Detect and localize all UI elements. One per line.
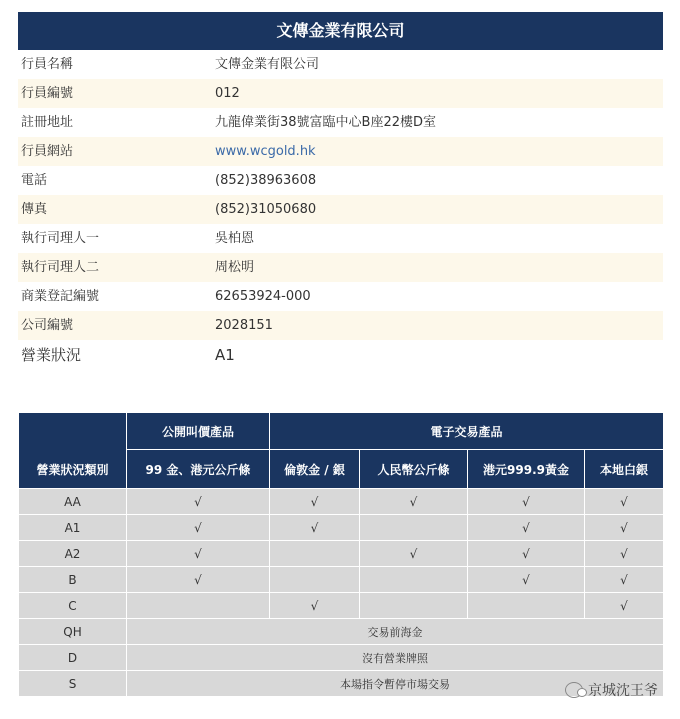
status-code: A1: [19, 515, 127, 541]
header-category: 營業狀況類別: [19, 413, 127, 489]
watermark-text: 京城沈王爷: [588, 683, 658, 699]
check-cell: [360, 515, 468, 541]
info-label: 執行司理人一: [21, 231, 100, 246]
check-cell: √: [127, 567, 270, 593]
website-link[interactable]: www.wcgold.hk: [215, 144, 316, 159]
status-note: 沒有營業牌照: [127, 645, 664, 671]
info-label: 行員名稱: [21, 57, 74, 72]
info-row-member-name: [18, 50, 663, 79]
info-row-member-number: [18, 79, 663, 108]
check-cell: √: [360, 489, 468, 515]
info-value: 62653924-000: [215, 289, 311, 304]
info-label: 執行司理人二: [21, 260, 100, 275]
info-value: A1: [215, 346, 235, 364]
info-row-company-number: [18, 311, 663, 340]
info-label: 傳真: [21, 202, 48, 217]
table-row: [19, 515, 664, 541]
status-code: B: [19, 567, 127, 593]
check-cell: √: [127, 541, 270, 567]
check-cell: √: [585, 593, 664, 619]
check-cell: √: [270, 489, 360, 515]
info-value: 2028151: [215, 318, 273, 333]
status-code: D: [19, 645, 127, 671]
status-code: C: [19, 593, 127, 619]
table-row: [19, 619, 664, 645]
check-cell: √: [127, 489, 270, 515]
info-label: 商業登記編號: [21, 289, 100, 304]
check-cell: √: [468, 489, 585, 515]
check-cell: √: [360, 541, 468, 567]
info-row-manager-1: [18, 224, 663, 253]
check-cell: √: [585, 567, 664, 593]
status-code: AA: [19, 489, 127, 515]
check-cell: [270, 541, 360, 567]
column-header: 人民幣公斤條: [360, 450, 468, 489]
status-note: 本場指令暫停市場交易: [127, 671, 664, 697]
check-cell: √: [585, 515, 664, 541]
info-label: 公司編號: [21, 318, 74, 333]
info-row-manager-2: [18, 253, 663, 282]
info-value: 九龍偉業街38號富臨中心B座22樓D室: [215, 115, 437, 130]
header-group-electronic: 電子交易產品: [270, 413, 664, 450]
status-code: QH: [19, 619, 127, 645]
check-cell: √: [127, 515, 270, 541]
info-label: 電話: [21, 173, 48, 188]
column-header: 99 金、港元公斤條: [127, 450, 270, 489]
info-value: 文傳金業有限公司: [215, 57, 320, 72]
check-cell: √: [270, 515, 360, 541]
header-group-public: 公開叫價產品: [127, 413, 270, 450]
check-cell: √: [468, 541, 585, 567]
info-label: 註冊地址: [21, 115, 74, 130]
check-cell: √: [585, 541, 664, 567]
table-row: [19, 489, 664, 515]
column-header: 本地白銀: [585, 450, 664, 489]
check-cell: [127, 593, 270, 619]
info-value: 周松明: [215, 260, 255, 275]
column-header: 倫敦金 / 銀: [270, 450, 360, 489]
check-cell: [360, 567, 468, 593]
table-row: [19, 567, 664, 593]
info-row-br-number: [18, 282, 663, 311]
business-status-table: [18, 412, 664, 697]
status-note: 交易前海金: [127, 619, 664, 645]
info-value: 012: [215, 86, 240, 101]
check-cell: [360, 593, 468, 619]
check-cell: [270, 567, 360, 593]
info-label: 行員編號: [21, 86, 74, 101]
column-header: 港元999.9黃金: [468, 450, 585, 489]
check-cell: √: [468, 515, 585, 541]
check-cell: √: [585, 489, 664, 515]
info-value: 吳柏恩: [215, 231, 255, 246]
check-cell: √: [270, 593, 360, 619]
watermark: [565, 680, 658, 700]
table-row: [19, 541, 664, 567]
info-row-address: [18, 108, 663, 137]
info-row-business-status: [18, 340, 663, 371]
info-row-fax: [18, 195, 663, 224]
info-label: 行員網站: [21, 144, 74, 159]
info-value: (852)38963608: [215, 173, 317, 188]
check-cell: [468, 593, 585, 619]
wechat-icon: [565, 682, 583, 698]
status-code: S: [19, 671, 127, 697]
info-row-phone: [18, 166, 663, 195]
table-row: [19, 593, 664, 619]
company-title: 文傳金業有限公司: [18, 12, 663, 50]
company-info-panel: [18, 12, 663, 371]
check-cell: √: [468, 567, 585, 593]
status-code: A2: [19, 541, 127, 567]
table-row: [19, 645, 664, 671]
info-value: (852)31050680: [215, 202, 317, 217]
info-label: 營業狀況: [21, 346, 82, 364]
info-row-website: [18, 137, 663, 166]
